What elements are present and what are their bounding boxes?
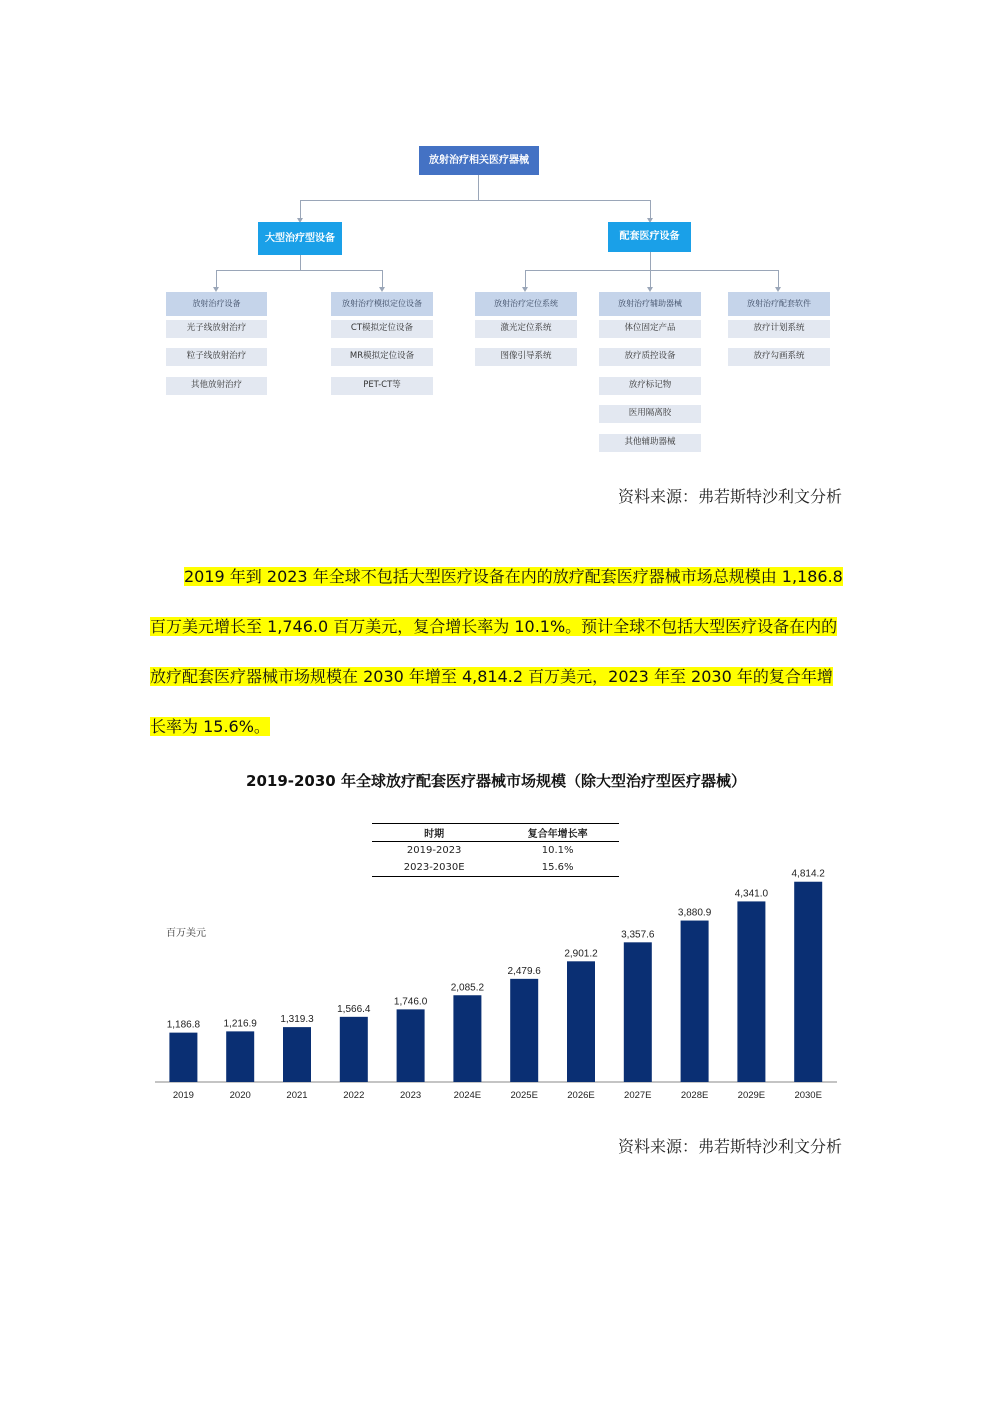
bar xyxy=(226,1031,254,1082)
bar-value-label: 1,186.8 xyxy=(166,1019,201,1031)
diagram-leaf: 图像引导系统 xyxy=(475,348,577,366)
x-tick-label: 2027E xyxy=(624,1090,652,1101)
bar-value-label: 2,901.2 xyxy=(564,948,598,960)
table-cell: 15.6% xyxy=(496,859,619,877)
connector xyxy=(478,175,479,200)
table-cell: 2023-2030E xyxy=(372,859,496,877)
x-tick-label: 2029E xyxy=(737,1090,766,1101)
bar xyxy=(567,961,595,1082)
diagram-leaf: 放疗计划系统 xyxy=(728,320,830,338)
bar-value-label: 1,216.9 xyxy=(223,1018,257,1030)
diagram-leaf: 粒子线放射治疗 xyxy=(166,348,267,366)
group-supporting-software: 放射治疗配套软件 xyxy=(728,292,830,316)
x-tick-label: 2024E xyxy=(453,1090,482,1101)
cagr-table xyxy=(372,823,619,877)
connector xyxy=(300,200,651,201)
bar-value-label: 1,319.3 xyxy=(280,1014,314,1026)
bar xyxy=(340,1017,368,1082)
source-note: 资料来源：弗若斯特沙利文分析 xyxy=(617,1137,842,1156)
table-row xyxy=(372,859,619,877)
bar-value-label: 2,479.6 xyxy=(507,965,541,977)
x-tick-label: 2025E xyxy=(510,1090,538,1101)
connector xyxy=(300,255,301,270)
branch-large-equipment: 大型治疗型设备 xyxy=(258,222,342,255)
market-size-bar-chart xyxy=(150,868,842,1105)
diagram-leaf: 医用隔离胶 xyxy=(599,405,701,423)
x-tick-label: 2030E xyxy=(794,1090,822,1101)
group-positioning-system: 放射治疗定位系统 xyxy=(475,292,577,316)
table-cell: 2019-2023 xyxy=(406,845,462,856)
diagram-leaf: 光子线放射治疗 xyxy=(166,320,267,338)
y-axis-unit-label: 百万美元 xyxy=(166,928,206,939)
diagram-leaf: 放疗勾画系统 xyxy=(728,348,830,366)
diagram-root: 放射治疗相关医疗器械 xyxy=(419,146,539,175)
bar-value-label: 4,814.2 xyxy=(791,868,825,880)
connector xyxy=(650,270,651,287)
connector xyxy=(216,270,217,287)
diagram-leaf: 体位固定产品 xyxy=(599,320,701,338)
x-tick-label: 2028E xyxy=(680,1090,709,1101)
bar xyxy=(510,979,538,1082)
bar-value-label: 1,746.0 xyxy=(393,996,428,1008)
table-header-cell: 时期 xyxy=(372,824,496,842)
market-structure-diagram xyxy=(0,0,992,470)
x-tick-label: 2026E xyxy=(567,1090,595,1101)
branch-supporting-equipment: 配套医疗设备 xyxy=(608,222,691,252)
group-simulation-positioning: 放射治疗模拟定位设备 xyxy=(331,292,433,316)
connector xyxy=(300,200,301,218)
group-auxiliary-devices: 放射治疗辅助器械 xyxy=(599,292,701,316)
table-header-row xyxy=(372,824,619,842)
connector xyxy=(650,200,651,218)
bar-value-label: 3,357.6 xyxy=(621,929,655,941)
table-header-cell: 复合年增长率 xyxy=(496,824,619,842)
group-radiotherapy-equipment: 放射治疗设备 xyxy=(166,292,267,316)
x-tick-label: 2022 xyxy=(343,1090,365,1101)
x-tick-label: 2020 xyxy=(229,1090,251,1101)
connector xyxy=(216,270,383,271)
bar xyxy=(794,882,822,1082)
bar xyxy=(737,901,765,1082)
body-paragraph xyxy=(150,552,843,752)
bar-value-label: 2,085.2 xyxy=(450,982,485,994)
connector xyxy=(382,270,383,287)
connector xyxy=(525,270,779,271)
diagram-leaf: 其他放射治疗 xyxy=(166,377,267,395)
diagram-leaf: 放疗标记物 xyxy=(599,377,701,395)
diagram-leaf: CT模拟定位设备 xyxy=(331,320,433,338)
bar xyxy=(397,1009,425,1082)
source-note: 资料来源：弗若斯特沙利文分析 xyxy=(617,487,842,506)
diagram-leaf: 激光定位系统 xyxy=(475,320,577,338)
bar xyxy=(681,921,709,1082)
x-tick-label: 2023 xyxy=(400,1090,422,1101)
diagram-leaf: PET-CT等 xyxy=(331,377,433,395)
chart-title: 2019-2030 年全球放疗配套医疗器械市场规模（除大型治疗型医疗器械） xyxy=(246,772,746,790)
diagram-leaf: 其他辅助器械 xyxy=(599,434,701,452)
table-row xyxy=(372,842,619,860)
x-tick-label: 2021 xyxy=(286,1090,308,1101)
diagram-leaf: 放疗质控设备 xyxy=(599,348,701,366)
connector xyxy=(650,252,651,270)
table-cell: 10.1% xyxy=(541,845,574,856)
bar-value-label: 4,341.0 xyxy=(734,888,769,900)
diagram-leaf: MR模拟定位设备 xyxy=(331,348,433,366)
x-tick-label: 2019 xyxy=(172,1090,194,1101)
bar-value-label: 1,566.4 xyxy=(337,1003,371,1015)
bar xyxy=(624,942,652,1082)
bar xyxy=(453,995,481,1082)
bar xyxy=(169,1033,197,1082)
bar xyxy=(283,1027,311,1082)
bar-value-label: 3,880.9 xyxy=(677,907,712,919)
highlighted-text: 2019 年到 2023 年全球不包括大型医疗设备在内的放疗配套医疗器械市场总规模由 1,186.8 百万美元增长至 1,746.0 百万美元，复合增长率为 10.1%。预计全球不包括大型医疗设备在内的放疗配套医疗器械市场规模在 2030 年增至 4,814.2 百万美元，2023 年至 2030 年的复合年增长率为 15.6%。 xyxy=(150,567,843,736)
connector xyxy=(778,270,779,287)
connector xyxy=(525,270,526,287)
